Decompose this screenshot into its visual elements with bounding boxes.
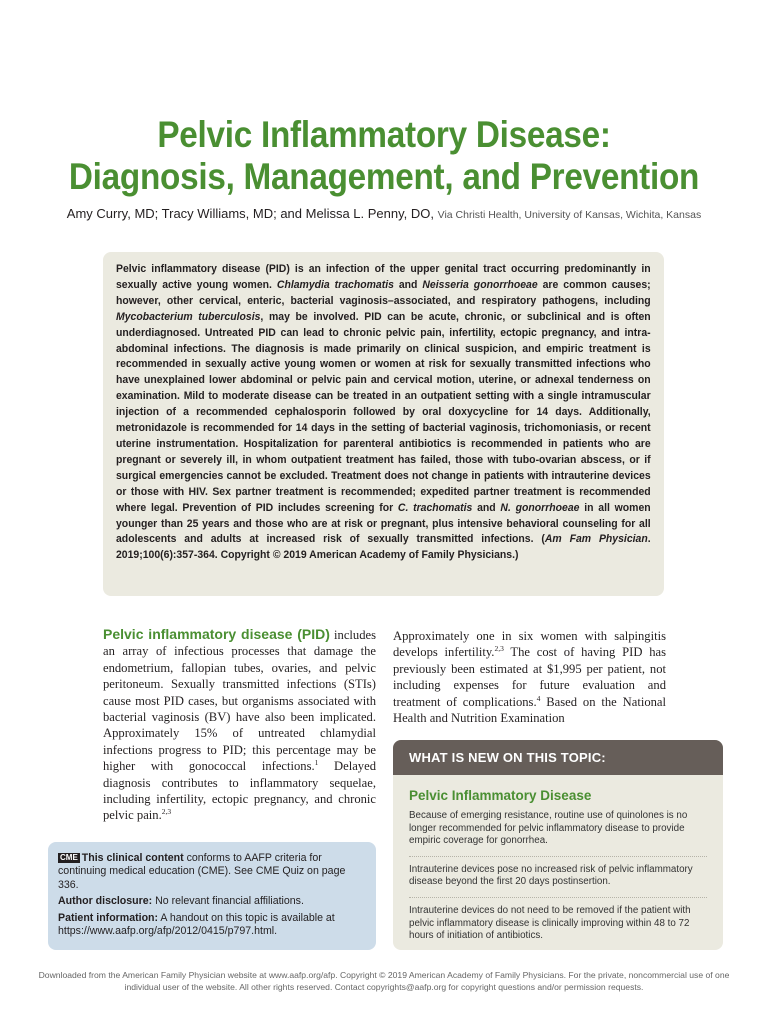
cme-statement: CME This clinical content conforms to AAFP criteria for continuing medical education (CME). See CME Quiz on page 336.	[58, 852, 346, 891]
whats-new-header: WHAT IS NEW ON THIS TOPIC:	[393, 740, 723, 775]
intro-paragraph: Pelvic inflammatory disease (PID) includes an array of infectious processes that damage the endometrium, fallopian tubes, ovaries, and pelvic peritoneum. Sexually transmitted infections (STIs) cause most PID cases, but organisms associated with bacterial vaginosis (BV) have also been implicated. Approximately 15% of untreated chlamydial infections progress to PID; this percentage may be higher with gonococcal infections.$^1$ Delayed diagnosis contributes to inflammatory sequelae, including infertility, ectopic pregnancy, and chronic pelvic pain.$^{2,3}$	[103, 626, 377, 823]
author-affiliation: Via Christi Health, University of Kansas, Wichita, Kansas	[437, 209, 702, 221]
body-column-2	[393, 628, 666, 726]
author-line	[0, 206, 768, 221]
whats-new-subtitle: Pelvic Inflammatory Disease	[409, 788, 592, 803]
whats-new-item: Intrauterine devices do not need to be removed if the patient with pelvic inflammatory disease is clinically improving within 48 to 72 hours of initiation of antibiotics.	[409, 904, 691, 942]
cme-info-box	[48, 842, 376, 950]
title-line-2: Diagnosis, Management, and Prevention	[68, 156, 700, 197]
abstract-text: Pelvic inflammatory disease (PID) is an infection of the upper genital tract occurring predominantly in sexually active young women. Chlamydia trachomatis and Neisseria gonorrhoeae are common causes; however, other cervical, enteric, bacterial vaginosis–associated, and respiratory pathogens, including Mycobacterium tuberculosis, may be involved. PID can be acute, chronic, or subclinical and is often underdiagnosed. Untreated PID can lead to chronic pelvic pain, infertility, ectopic pregnancy, and intra-abdominal infections. The diagnosis is made primarily on clinical suspicion, and empiric treatment is recommended in sexually active young women or women at risk for sexually transmitted infections who have unexplained lower abdominal or pelvic pain and cervical motion, uterine, or adnexal tenderness on examination. Mild to moderate disease can be treated in an outpatient setting with a single intramuscular injection of a recommended cephalosporin followed by oral doxycycline for 14 days. Additionally, metronidazole is recommended for 14 days in the setting of bacterial vaginosis, trichomoniasis, or recent uterine instrumentation. Hospitalization for parenteral antibiotics is recommended in patients who are pregnant or severely ill, in whom outpatient treatment has failed, those with tubo-ovarian abscess, or if surgical emergencies cannot be excluded. Treatment does not change in patients with intrauterine devices or those with HIV. Sex partner treatment is recommended; expedited partner treatment is recommended where legal. Prevention of PID includes screening for C. trachomatis and N. gonorrhoeae in all women younger than 25 years and those who are at risk or pregnant, plus intensive behavioral counseling for all adolescents and adults at increased risk of sexually transmitted infections. (Am Fam Physician. 2019;100(6):357-364. Copyright © 2019 American Academy of Family Physicians.)	[116, 263, 651, 562]
whats-new-box	[393, 740, 723, 950]
author-names: Amy Curry, MD; Tracy Williams, MD; and Melissa L. Penny, DO,	[66, 206, 434, 221]
body-column-1	[103, 626, 376, 824]
abstract-box	[103, 252, 664, 596]
author-disclosure: Author disclosure: No relevant financial affiliations.	[58, 895, 304, 908]
article-title	[38, 114, 729, 198]
cme-badge: CME	[60, 853, 78, 862]
copyright-footer: Downloaded from the American Family Physician website at www.aafp.org/afp. Copyright © 2019 American Academy of Family Physicians. For the private, noncommercial use of one individual user of the website. All other rights reserved. Contact copyrights@aafp.org for copyright questions and/or permission requests.	[38, 970, 730, 992]
lead-term: Pelvic inflammatory disease (PID)	[103, 626, 330, 642]
whats-new-item: Because of emerging resistance, routine use of quinolones is no longer recommended for pelvic inflammatory disease to provide empiric coverage for gonorrhea.	[409, 803, 707, 857]
column-2-paragraph: Approximately one in six women with salpingitis develops infertility.$^{2,3}$ The cost of having PID has previously been estimated at $1,995 per patient, not including expenses for future evaluation and treatment of complications.$^4$ Based on the National Health and Nutrition Examination	[393, 629, 667, 726]
title-line-1: Pelvic Inflammatory Disease:	[157, 114, 611, 155]
patient-information[interactable]: Patient information: A handout on this topic is available at https://www.aafp.org/afp/2012/0415/p797.html.	[58, 911, 335, 938]
whats-new-item: Intrauterine devices pose no increased risk of pelvic inflammatory disease beyond the first 20 days postinsertion.	[409, 857, 707, 898]
